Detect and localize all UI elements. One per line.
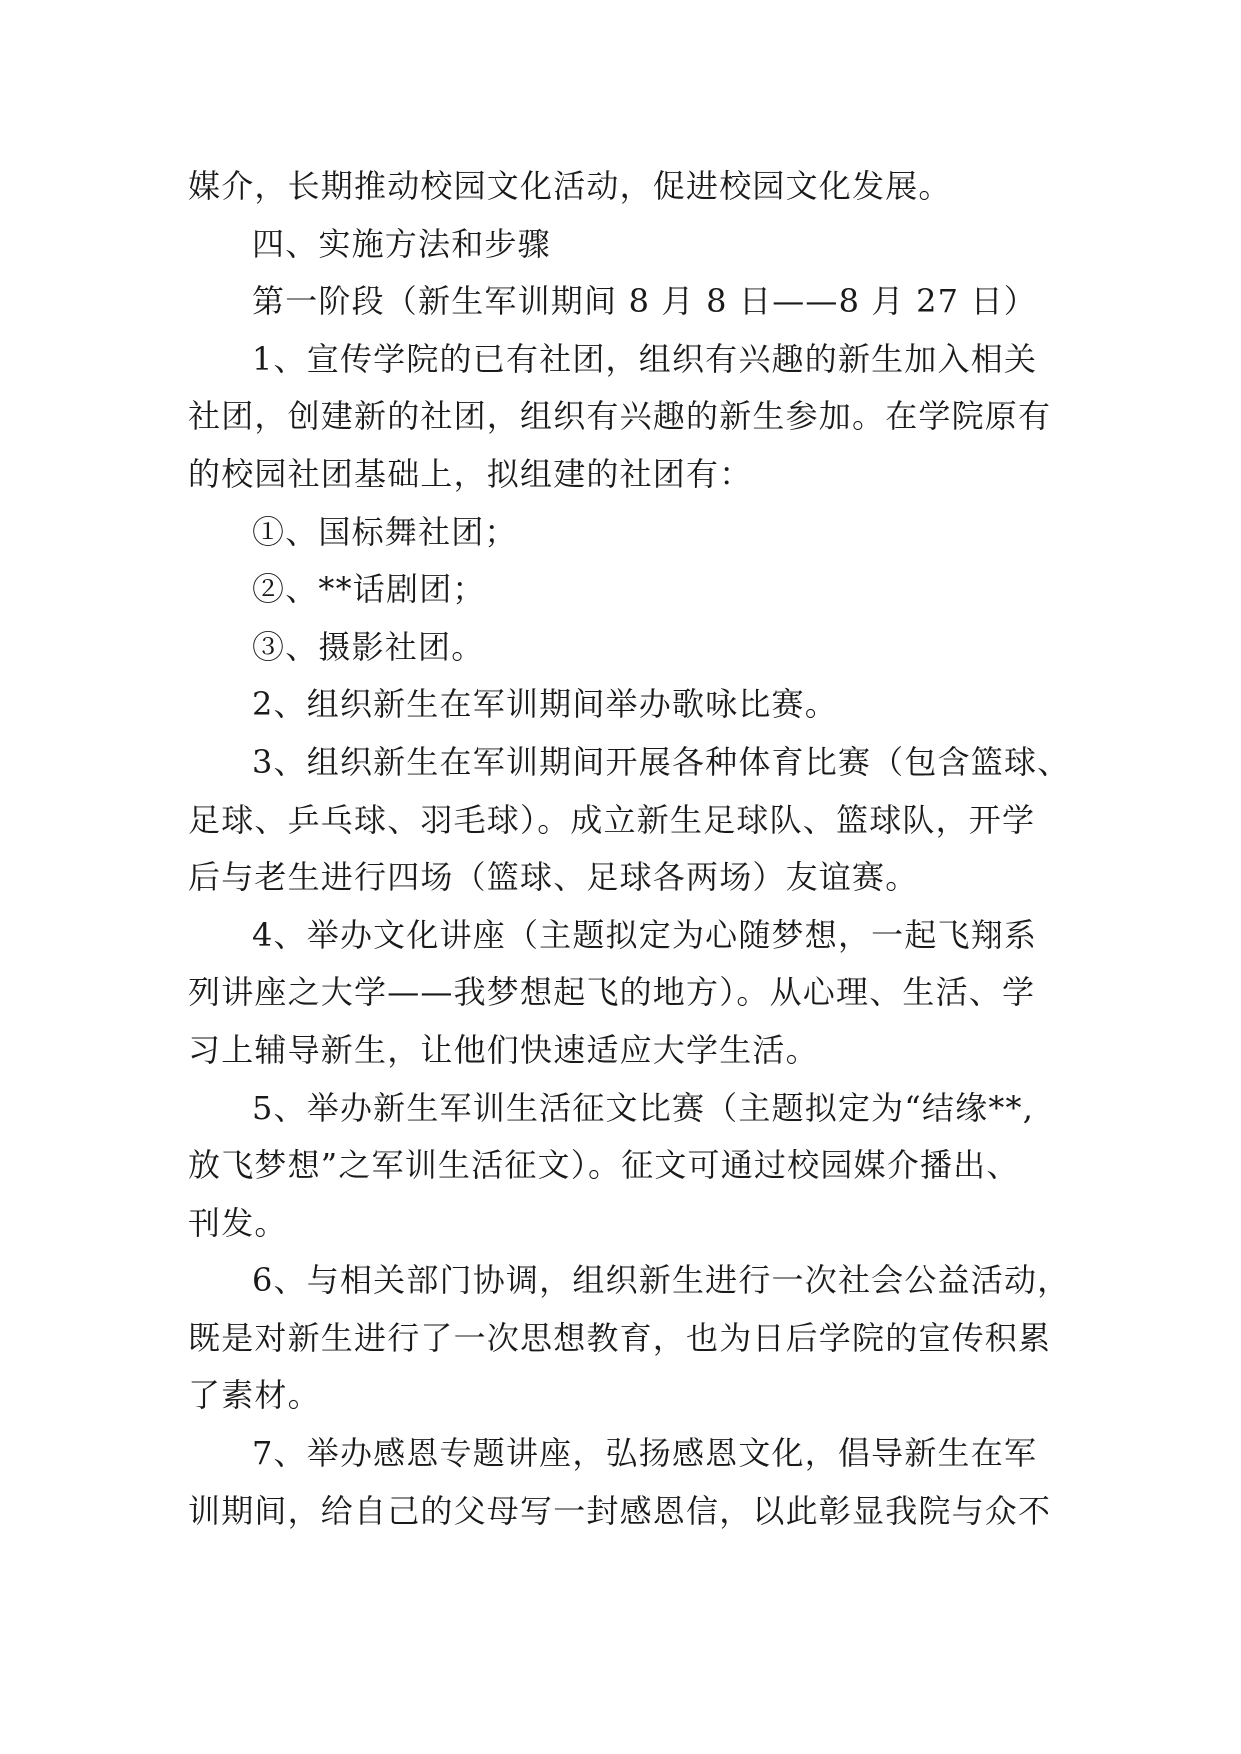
text-line: ②、**话剧团； [252, 570, 486, 609]
text-line: 后与老生进行四场（篮球、足球各两场）友谊赛。 [188, 858, 919, 897]
text-line: 媒介，长期推动校园文化活动，促进校园文化发展。 [188, 167, 952, 205]
text-line: 的校园社团基础上，拟组建的社团有： [188, 454, 753, 493]
text-line: 第一阶段（新生军训期间 8 月 8 日——8 月 27 日） [252, 282, 1038, 321]
text-line: ①、国标舞社团； [252, 512, 518, 551]
text-line: 习上辅导新生，让他们快速适应大学生活。 [188, 1030, 819, 1069]
document-body [188, 158, 1071, 1540]
text-line: 列讲座之大学——我梦想起飞的地方）。从心理、生活、学 [188, 973, 1036, 1012]
text-line: 了素材。 [188, 1376, 321, 1415]
text-line: 训期间，给自己的父母写一封感恩信，以此彰显我院与众不 [188, 1491, 1052, 1530]
text-line: 7、举办感恩专题讲座，弘扬感恩文化，倡导新生在军 [252, 1434, 1038, 1473]
text-line: 4、举办文化讲座（主题拟定为心随梦想，一起飞翔系 [252, 915, 1038, 954]
text-line: ③、摄影社团。 [252, 627, 485, 666]
text-line: 3、组织新生在军训期间开展各种体育比赛（包含篮球、 [252, 742, 1071, 781]
text-line: 刊发。 [188, 1203, 288, 1242]
text-line: 6、与相关部门协调，组织新生进行一次社会公益活动， [252, 1261, 1071, 1300]
text-line: 既是对新生进行了一次思想教育，也为日后学院的宣传积累 [188, 1318, 1052, 1357]
text-line: 四、实施方法和步骤 [252, 224, 551, 263]
text-line: 放飞梦想”之军训生活征文）。征文可通过校园媒介播出、 [188, 1146, 1020, 1185]
text-line: 足球、乒乓球、羽毛球）。成立新生足球队、篮球队，开学 [188, 800, 1036, 839]
text-line: 2、组织新生在军训期间举办歌咏比赛。 [252, 685, 838, 724]
text-line: 5、举办新生军训生活征文比赛（主题拟定为“结缘**, [252, 1088, 1035, 1127]
text-line: 1、宣传学院的已有社团，组织有兴趣的新生加入相关 [252, 339, 1038, 378]
text-line: 社团，创建新的社团，组织有兴趣的新生参加。在学院原有 [188, 397, 1052, 436]
